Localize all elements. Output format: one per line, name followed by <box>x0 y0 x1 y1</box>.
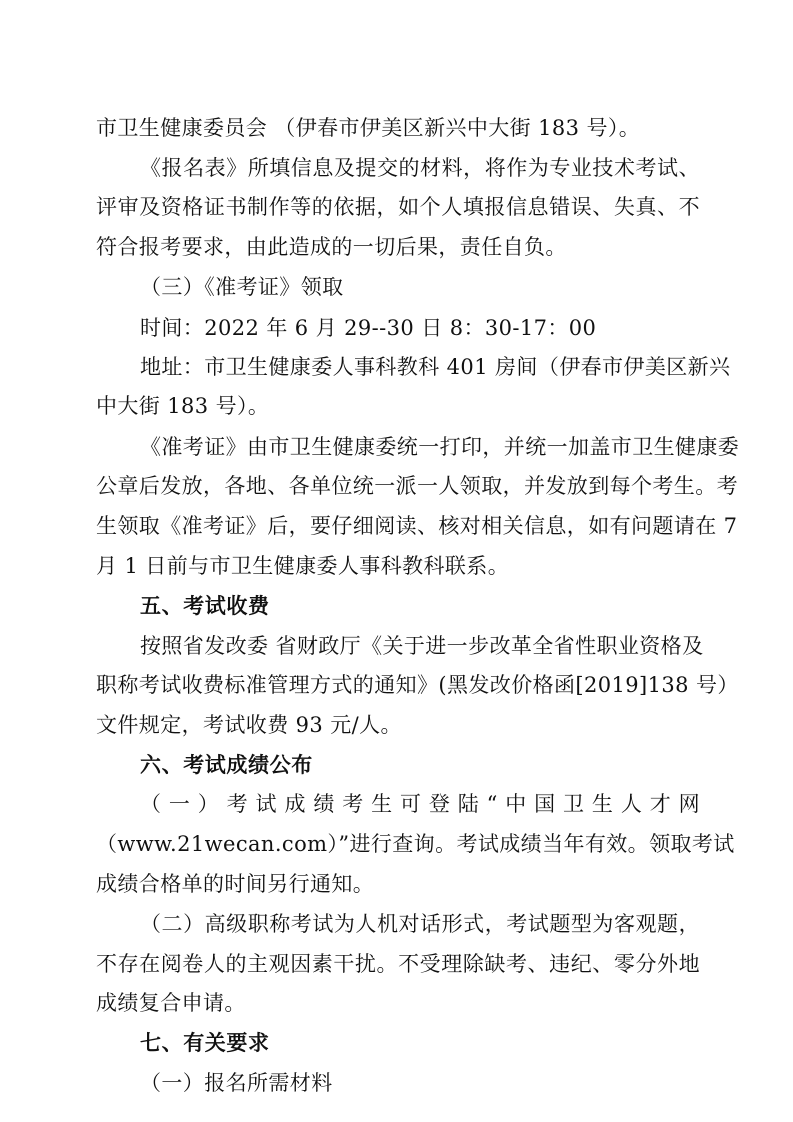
section-heading: 五、考试收费 <box>140 594 270 618</box>
text-line: 市卫生健康委员会 （伊春市伊美区新兴中大街 183 号）。 <box>96 116 641 140</box>
text-line: 《准考证》由市卫生健康委统一打印，并统一加盖市卫生健康委 <box>140 435 740 459</box>
text-line: 《报名表》所填信息及提交的材料，将作为专业技术考试、 <box>140 156 700 180</box>
text-line: 公章后发放，各地、各单位统一派一人领取，并发放到每个考生。考 <box>96 474 738 498</box>
text-line: 成绩合格单的时间另行通知。 <box>96 872 375 896</box>
section-heading: 六、考试成绩公布 <box>140 753 313 777</box>
section-subheading: （三）《准考证》领取 <box>140 275 344 299</box>
text-line: （二）高级职称考试为人机对话形式，考试题型为客观题， <box>140 912 700 936</box>
text-line: 月 1 日前与市卫生健康委人事科教科联系。 <box>96 554 510 578</box>
section-subheading: （一）报名所需材料 <box>140 1071 333 1095</box>
text-line: 成绩复合申请。 <box>96 991 246 1015</box>
text-line: 地址：市卫生健康委人事科教科 401 房间（伊春市伊美区新兴 <box>140 355 731 379</box>
text-line: 中大街 183 号）。 <box>96 394 270 418</box>
text-line: 生领取《准考证》后，要仔细阅读、核对相关信息，如有问题请在 7 <box>96 514 738 538</box>
text-line: （www.21wecan.com）”进行查询。考试成绩当年有效。领取考试 <box>96 832 735 856</box>
text-line: 符合报考要求，由此造成的一切后果，责任自负。 <box>96 235 567 259</box>
text-line: 时间：2022 年 6 月 29--30 日 8：30-17：00 <box>140 316 597 340</box>
text-line: 文件规定，考试收费 93 元/人。 <box>96 713 402 737</box>
section-heading: 七、有关要求 <box>140 1031 270 1055</box>
text-line: （一）考试成绩考生可登陆“中国卫生人才网 <box>140 792 700 816</box>
text-line: 按照省发改委 省财政厅《关于进一步改革全省性职业资格及 <box>140 634 704 658</box>
text-line: 评审及资格证书制作等的依据，如个人填报信息错误、失真、不 <box>96 195 700 219</box>
text-line: 不存在阅卷人的主观因素干扰。不受理除缺考、违纪、零分外地 <box>96 952 700 976</box>
text-line: 职称考试收费标准管理方式的通知》(黑发改价格函[2019]138 号） <box>96 673 739 697</box>
